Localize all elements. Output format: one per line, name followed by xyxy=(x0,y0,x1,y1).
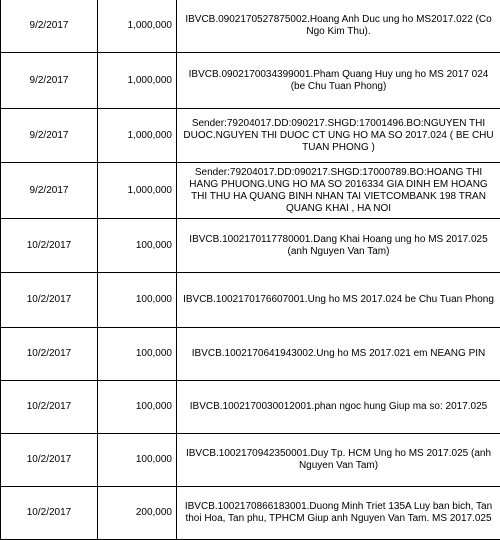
description-cell: IBVCB.1002170117780001.Dang Khai Hoang ung ho MS 2017.025 (anh Nguyen Van Tam) xyxy=(177,219,500,273)
description-cell: IBVCB.1002170641943002.Ung ho MS 2017.021 em NEANG PIN xyxy=(177,328,500,381)
amount-cell: 100,000 xyxy=(98,273,177,328)
description-cell: IBVCB.1002170030012001.phan ngoc hung Giup ma so: 2017.025 xyxy=(177,381,500,434)
description-cell: IBVCB.1002170176607001.Ung ho MS 2017.024 be Chu Tuan Phong xyxy=(177,273,500,328)
date-cell: 10/2/2017 xyxy=(1,328,98,381)
table-row xyxy=(1,381,500,434)
table-row xyxy=(1,328,500,381)
amount-cell: 100,000 xyxy=(98,219,177,273)
amount-cell: 1,000,000 xyxy=(98,163,177,219)
description-cell: Sender:79204017.DD:090217.SHGD:17001496.BO:NGUYEN THI DUOC.NGUYEN THI DUOC CT UNG HO MA SO 2017.024 ( BE CHU TUAN PHONG ) xyxy=(177,109,500,163)
amount-cell: 1,000,000 xyxy=(98,53,177,109)
date-cell: 9/2/2017 xyxy=(1,109,98,163)
date-cell: 10/2/2017 xyxy=(1,381,98,434)
amount-cell: 1,000,000 xyxy=(98,0,177,53)
date-cell: 10/2/2017 xyxy=(1,273,98,328)
table-row xyxy=(1,163,500,219)
date-cell: 9/2/2017 xyxy=(1,0,98,53)
table-row xyxy=(1,109,500,163)
amount-cell: 100,000 xyxy=(98,434,177,487)
amount-cell: 100,000 xyxy=(98,328,177,381)
amount-cell: 1,000,000 xyxy=(98,109,177,163)
date-cell: 9/2/2017 xyxy=(1,53,98,109)
amount-cell: 100,000 xyxy=(98,381,177,434)
table-row xyxy=(1,273,500,328)
table-row xyxy=(1,219,500,273)
description-cell: IBVCB.1002170942350001.Duy Tp. HCM Ung ho MS 2017.025 (anh Nguyen Van Tam) xyxy=(177,434,500,487)
amount-cell: 200,000 xyxy=(98,487,177,540)
description-cell: IBVCB.0902170527875002.Hoang Anh Duc ung ho MS2017.022 (Co Ngo Kim Thu). xyxy=(177,0,500,53)
table-row xyxy=(1,434,500,487)
date-cell: 10/2/2017 xyxy=(1,487,98,540)
table-row xyxy=(1,487,500,540)
table-row xyxy=(1,0,500,53)
description-cell: Sender:79204017.DD:090217.SHGD:17000789.BO:HOANG THI HANG PHUONG.UNG HO MA SO 2016334 GIA DINH EM HOANG THI THU HA QUANG BINH NHAN TAI VIETCOMBANK 198 TRAN QUANG KHAI , HA NOI xyxy=(177,163,500,219)
table-row xyxy=(1,53,500,109)
description-cell: IBVCB.0902170034399001.Pham Quang Huy ung ho MS 2017 024 (be Chu Tuan Phong) xyxy=(177,53,500,109)
date-cell: 10/2/2017 xyxy=(1,219,98,273)
date-cell: 9/2/2017 xyxy=(1,163,98,219)
description-cell: IBVCB.1002170866183001.Duong Minh Triet 135A Luy ban bich, Tan thoi Hoa, Tan phu, TPHCM Giup anh Nguyen Van Tam. MS 2017.025 xyxy=(177,487,500,540)
date-cell: 10/2/2017 xyxy=(1,434,98,487)
